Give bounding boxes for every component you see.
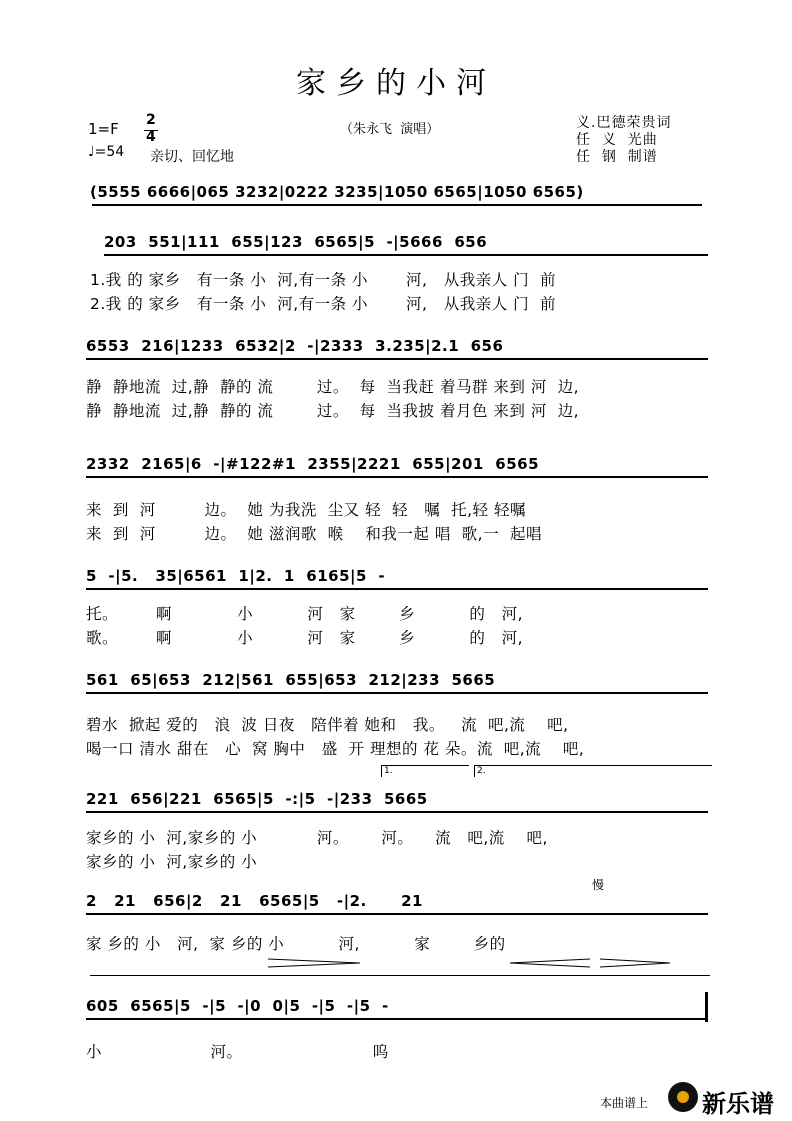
row-4-lyric-1: 托。 啊 小 河 家 乡 的 河, xyxy=(86,605,524,623)
score-row-5-notes: 561 65|653 212|561 655|653 212|233 5665 xyxy=(86,671,496,689)
time-sig-bottom: 4 xyxy=(146,129,156,145)
score-row-6-notes: 221 656|221 6565|5 -:|5 -|233 5665 xyxy=(86,790,428,808)
row-2-underline xyxy=(86,358,708,360)
credit-composer: 任 义 光曲 xyxy=(576,132,658,148)
decrescendo-hairpin xyxy=(268,959,360,967)
row-6-underline xyxy=(86,811,708,813)
expression-mark: 亲切、回忆地 xyxy=(150,149,234,165)
score-row-1-notes: 203 551|111 655|123 6565|5 -|5666 656 xyxy=(104,233,488,251)
credit-transcriber: 任 钢 制谱 xyxy=(576,149,658,165)
row-1-lyric-1: 1.我 的 家乡 有一条 小 河,有一条 小 河, 从我亲人 门 前 xyxy=(90,271,557,289)
staff-rule xyxy=(90,975,710,976)
score-row-7-notes: 2 21 656|2 21 6565|5 -|2. 21 xyxy=(86,892,423,910)
vinyl-logo-icon xyxy=(668,1082,698,1112)
performer: （朱永飞 演唱） xyxy=(340,122,440,137)
row-6-lyric-2: 家乡的 小 河,家乡的 小 xyxy=(86,853,258,871)
row-4-underline xyxy=(86,588,708,590)
row-5-lyric-2: 喝一口 清水 甜在 心 窝 胸中 盛 开 理想的 花 朵。流 吧,流 吧, xyxy=(86,740,585,758)
key-signature: 1=F xyxy=(88,120,119,138)
row-5-underline xyxy=(86,692,708,694)
row-7-lyric-1: 家 乡的 小 河, 家 乡的 小 河, 家 乡的 xyxy=(86,935,506,953)
row-8-lyric-1: 小 河。 呜 xyxy=(86,1043,389,1061)
volta-2-label: 2. xyxy=(477,766,486,776)
row-2-lyric-2: 静 静地流 过,静 静的 流 过。 每 当我披 着月色 来到 河 边, xyxy=(86,402,580,420)
tempo-mark: ♩=54 xyxy=(88,144,125,160)
row-2-lyric-1: 静 静地流 过,静 静的 流 过。 每 当我赶 着马群 来到 河 边, xyxy=(86,378,580,396)
row-6-lyric-1: 家乡的 小 河,家乡的 小 河。 河。 流 吧,流 吧, xyxy=(86,829,548,847)
tempo-slow-mark: 慢 xyxy=(592,878,605,892)
score-row-4-notes: 5 -|5. 35|6561 1|2. 1 6165|5 - xyxy=(86,567,386,585)
volta-1-edge xyxy=(381,765,382,777)
final-barline xyxy=(705,992,708,1022)
row-1-underline xyxy=(104,254,708,256)
volta-1-label: 1. xyxy=(384,766,393,776)
row-5-lyric-1: 碧水 掀起 爱的 浪 波 日夜 陪伴着 她和 我。 流 吧,流 吧, xyxy=(86,716,569,734)
row-1-lyric-2: 2.我 的 家乡 有一条 小 河,有一条 小 河, 从我亲人 门 前 xyxy=(90,295,557,313)
credit-lyricist: 义.巴德荣贵词 xyxy=(576,115,672,131)
volta-2-bracket xyxy=(474,765,712,766)
song-title: 家乡的小河 xyxy=(296,66,496,101)
row-8-underline xyxy=(86,1018,708,1020)
footer-brand[interactable]: 新乐谱 xyxy=(702,1090,774,1118)
dynamics-hairpins xyxy=(260,955,680,973)
decrescendo-hairpin-2 xyxy=(600,959,670,967)
row-3-lyric-1: 来 到 河 边。 她 为我洗 尘又 轻 轻 嘱 托,轻 轻嘱 xyxy=(86,501,526,519)
row-3-lyric-2: 来 到 河 边。 她 滋润歌 喉 和我一起 唱 歌,一 起唱 xyxy=(86,525,542,543)
volta-1-bracket xyxy=(381,765,469,766)
row-4-lyric-2: 歌。 啊 小 河 家 乡 的 河, xyxy=(86,629,524,647)
footer-text: 本曲谱上 xyxy=(600,1096,649,1110)
volta-2-edge xyxy=(474,765,475,777)
score-row-0-notes: (5555 6666|065 3232|0222 3235|1050 6565|1050 6565) xyxy=(90,183,584,201)
score-row-2-notes: 6553 216|1233 6532|2 -|2333 3.235|2.1 656 xyxy=(86,337,504,355)
row-0-underline xyxy=(92,204,702,206)
row-7-underline xyxy=(86,913,708,915)
score-row-3-notes: 2332 2165|6 -|#122#1 2355|2221 655|201 6565 xyxy=(86,455,540,473)
crescendo-hairpin xyxy=(510,959,590,967)
time-sig-top: 2 xyxy=(146,112,156,128)
score-row-8-notes: 605 6565|5 -|5 -|0 0|5 -|5 -|5 - xyxy=(86,997,389,1015)
row-3-underline xyxy=(86,476,708,478)
